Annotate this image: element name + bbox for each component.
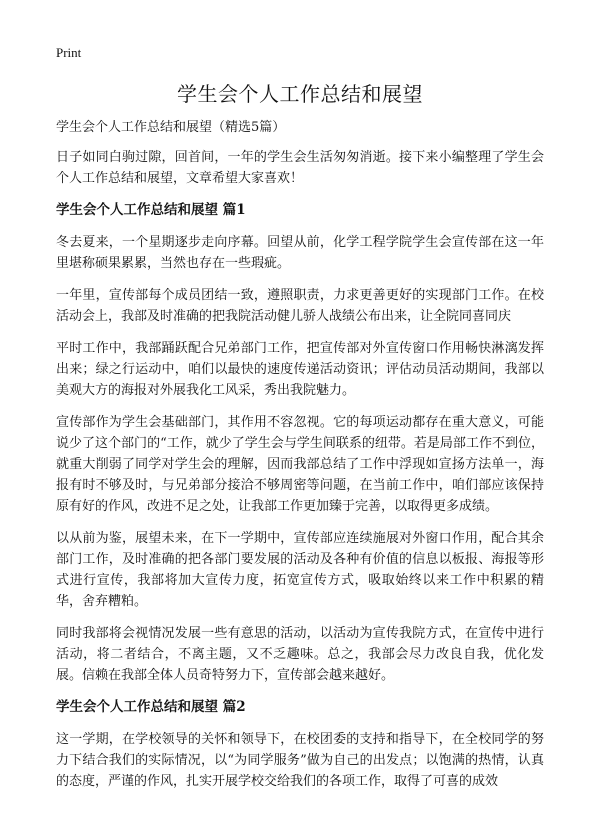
- page-title: 学生会个人工作总结和展望: [177, 82, 423, 106]
- intro-paragraph: 日子如同白驹过隙，回首间，一年的学生会生活匆匆消逝。接下来小编整理了学生会个人工作总结和展望，文章希望大家喜欢！: [56, 150, 544, 186]
- article-body: [56, 118, 544, 803]
- section-heading-2: 学生会个人工作总结和展望 篇2: [56, 699, 246, 715]
- section1-paragraph: 同时我部将会视情况发展一些有意思的活动，以活动为宣传我院方式，在宣传中进行活动，将二者结合，不离主题，又不乏趣味。总之，我部会尽力改良自我，优化发展。信赖在我部全体人员奇特努力下，宣传部会越来越好。: [56, 626, 544, 683]
- section1-paragraph: 平时工作中，我部踊跃配合兄弟部门工作，把宣传部对外宣传窗口作用畅快淋漓发挥出来；绿之行运动中，咱们以最快的速度传递活动资讯；评估动员活动期间，我部以美观大方的海报对外展我化工风采，秀出我院魅力。: [56, 341, 544, 398]
- article-subtitle: 学生会个人工作总结和展望（精选5篇）: [56, 120, 286, 135]
- section1-paragraph: 宣传部作为学生会基础部门，其作用不容忽视。它的每项运动都存在重大意义，可能说少了这个部门的“工作，就少了学生会与学生间联系的纽带。若是局部工作不到位，就重大削弱了同学对学生会的理解，因而我部总结了工作中浮现如宣扬方法单一，海报有时不够及时，与兄弟部分接洽不够周密等问题，在当前工作中，咱们部应该保持原有好的作风，改进不足之处，让我部工作更加臻于完善，以取得更多成绩。: [56, 415, 544, 514]
- print-link[interactable]: Print: [56, 45, 82, 60]
- section2-paragraph: 这一学期，在学校领导的关怀和领导下，在校团委的支持和指导下，在全校同学的努力下结合我们的实际情况，以“为同学服务”做为自己的出发点；以饱满的热情，认真的态度，严谨的作风，扎实开展学校交给我们的各项工作，取得了可喜的成效: [56, 732, 544, 789]
- section1-paragraph: 冬去夏来，一个星期逐步走向序幕。回望从前，化学工程学院学生会宣传部在这一年里堪称硕果累累，当然也存在一些瑕疵。: [56, 235, 544, 271]
- section1-paragraph: 以从前为鉴，展望未来，在下一学期中，宣传部应连续施展对外窗口作用，配合其余部门工作，及时准确的把各部门要发展的活动及各种有价值的信息以板报、海报等形式进行宣传，我部将加大宣传力度，拓宽宣传方式，吸取始终以来工作中积累的精华，舍弃糟粕。: [56, 531, 544, 609]
- section-heading-1: 学生会个人工作总结和展望 篇1: [56, 202, 246, 218]
- section1-paragraph: 一年里，宣传部每个成员团结一致，遵照职责，力求更善更好的实现部门工作。在校活动会上，我部及时准确的把我院活动健儿骄人战绩公布出来，让全院同喜同庆: [56, 288, 544, 324]
